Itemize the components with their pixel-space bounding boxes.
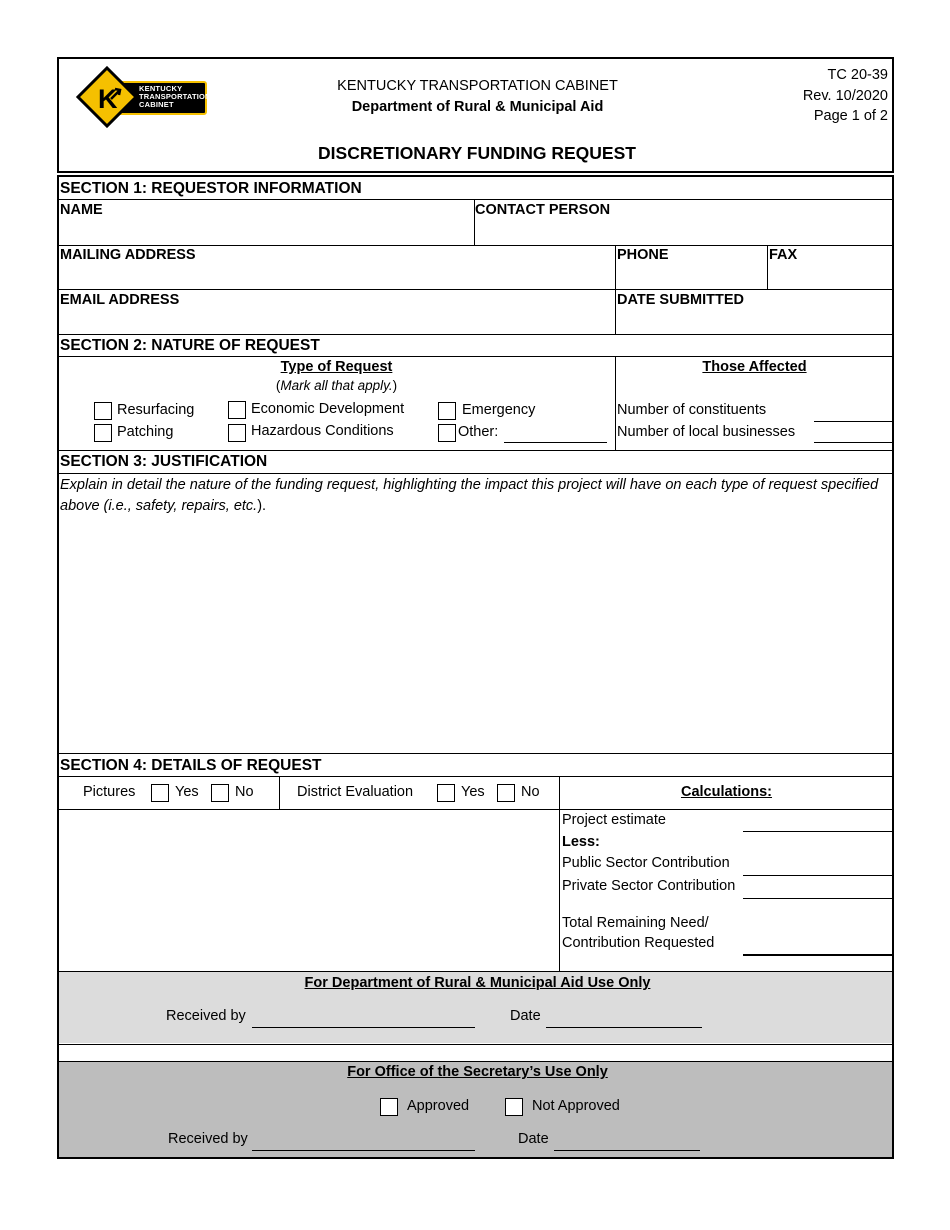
name-label: NAME <box>60 202 103 218</box>
mailing-address-field[interactable] <box>58 265 613 289</box>
svg-text:K: K <box>98 84 118 114</box>
project-estimate-label: Project estimate <box>562 812 666 828</box>
district-yes-label: Yes <box>461 784 485 800</box>
total-remaining-label-2: Contribution Requested <box>562 935 715 951</box>
dept-use-heading: For Department of Rural & Municipal Aid Use Only <box>304 975 651 991</box>
district-evaluation-label: District Evaluation <box>297 784 414 800</box>
district-no-checkbox[interactable] <box>497 784 515 802</box>
private-sector-line[interactable] <box>743 898 892 899</box>
resurfacing-label: Resurfacing <box>117 402 195 418</box>
secretary-received-by-label: Received by <box>168 1131 248 1147</box>
contact-person-label: CONTACT PERSON <box>475 202 611 218</box>
those-affected-heading: Those Affected <box>702 359 807 375</box>
businesses-input-line[interactable] <box>814 442 892 443</box>
dept-date-label: Date <box>510 1008 541 1024</box>
patching-label: Patching <box>117 424 174 440</box>
economic-development-checkbox[interactable] <box>228 401 246 419</box>
private-sector-label: Private Sector Contribution <box>562 878 736 894</box>
justification-instructions: Explain in detail the nature of the funding request, highlighting the impact this project will have on each type of request specified above (i.e., safety, repairs, etc.). <box>60 477 879 514</box>
date-submitted-field[interactable] <box>617 310 891 333</box>
department-name: Department of Rural & Municipal Aid <box>351 99 604 115</box>
pictures-no-checkbox[interactable] <box>211 784 229 802</box>
logo-line-2: TRANSPORTATION <box>139 92 211 101</box>
constituents-label: Number of constituents <box>617 402 767 418</box>
public-sector-line[interactable] <box>743 875 892 876</box>
fax-label: FAX <box>769 247 798 263</box>
less-label: Less: <box>562 834 600 850</box>
other-input-line[interactable] <box>504 442 607 443</box>
pictures-label: Pictures <box>83 784 136 800</box>
secretary-date-line[interactable] <box>554 1150 700 1151</box>
project-estimate-line[interactable] <box>743 831 892 832</box>
emergency-label: Emergency <box>462 402 536 418</box>
email-address-field[interactable] <box>58 310 613 333</box>
other-label: Other: <box>458 424 499 440</box>
section1-heading: SECTION 1: REQUESTOR INFORMATION <box>60 180 362 197</box>
hazardous-conditions-label: Hazardous Conditions <box>251 423 394 439</box>
total-remaining-line[interactable] <box>743 954 892 956</box>
email-address-label: EMAIL ADDRESS <box>60 292 180 308</box>
form-number: TC 20-39 <box>827 67 888 83</box>
secretary-received-by-line[interactable] <box>252 1150 475 1151</box>
economic-development-label: Economic Development <box>251 401 405 417</box>
section4-heading: SECTION 4: DETAILS OF REQUEST <box>60 757 322 774</box>
constituents-input-line[interactable] <box>814 421 892 422</box>
contact-person-field[interactable] <box>476 220 892 244</box>
resurfacing-checkbox[interactable] <box>94 402 112 420</box>
pictures-yes-checkbox[interactable] <box>151 784 169 802</box>
hazardous-conditions-checkbox[interactable] <box>228 424 246 442</box>
page-number: Page 1 of 2 <box>813 108 888 124</box>
form-title: DISCRETIONARY FUNDING REQUEST <box>318 143 636 163</box>
secretary-use-heading: For Office of the Secretary’s Use Only <box>347 1064 608 1080</box>
secretary-date-label: Date <box>518 1131 549 1147</box>
other-checkbox[interactable] <box>438 424 456 442</box>
logo-line-3: CABINET <box>139 100 174 109</box>
date-submitted-label: DATE SUBMITTED <box>617 292 745 308</box>
section2-heading: SECTION 2: NATURE OF REQUEST <box>60 337 320 354</box>
kytc-logo <box>76 66 211 128</box>
dept-date-line[interactable] <box>546 1027 702 1028</box>
phone-field[interactable] <box>617 265 765 289</box>
patching-checkbox[interactable] <box>94 424 112 442</box>
public-sector-label: Public Sector Contribution <box>562 855 730 871</box>
type-of-request-note: (Mark all that apply.) <box>275 378 398 393</box>
district-yes-checkbox[interactable] <box>437 784 455 802</box>
district-no-label: No <box>521 784 540 800</box>
businesses-label: Number of local businesses <box>617 424 796 440</box>
section3-heading: SECTION 3: JUSTIFICATION <box>60 453 268 470</box>
fax-field[interactable] <box>769 265 891 289</box>
approved-checkbox[interactable] <box>380 1098 398 1116</box>
approved-label: Approved <box>407 1098 470 1114</box>
logo-line-1: KENTUCKY <box>139 84 183 93</box>
type-of-request-heading: Type of Request <box>280 359 393 375</box>
calculations-heading: Calculations: <box>680 784 773 800</box>
justification-textarea[interactable] <box>58 518 892 752</box>
mailing-address-label: MAILING ADDRESS <box>60 247 196 263</box>
agency-name: KENTUCKY TRANSPORTATION CABINET <box>337 78 618 94</box>
emergency-checkbox[interactable] <box>438 402 456 420</box>
pictures-yes-label: Yes <box>175 784 199 800</box>
form-revision: Rev. 10/2020 <box>802 88 888 104</box>
dept-received-by-line[interactable] <box>252 1027 475 1028</box>
not-approved-checkbox[interactable] <box>505 1098 523 1116</box>
phone-label: PHONE <box>617 247 669 263</box>
pictures-no-label: No <box>235 784 254 800</box>
total-remaining-label-1: Total Remaining Need/ <box>562 915 709 931</box>
not-approved-label: Not Approved <box>532 1098 620 1114</box>
dept-received-by-label: Received by <box>166 1008 246 1024</box>
name-field[interactable] <box>58 220 472 244</box>
